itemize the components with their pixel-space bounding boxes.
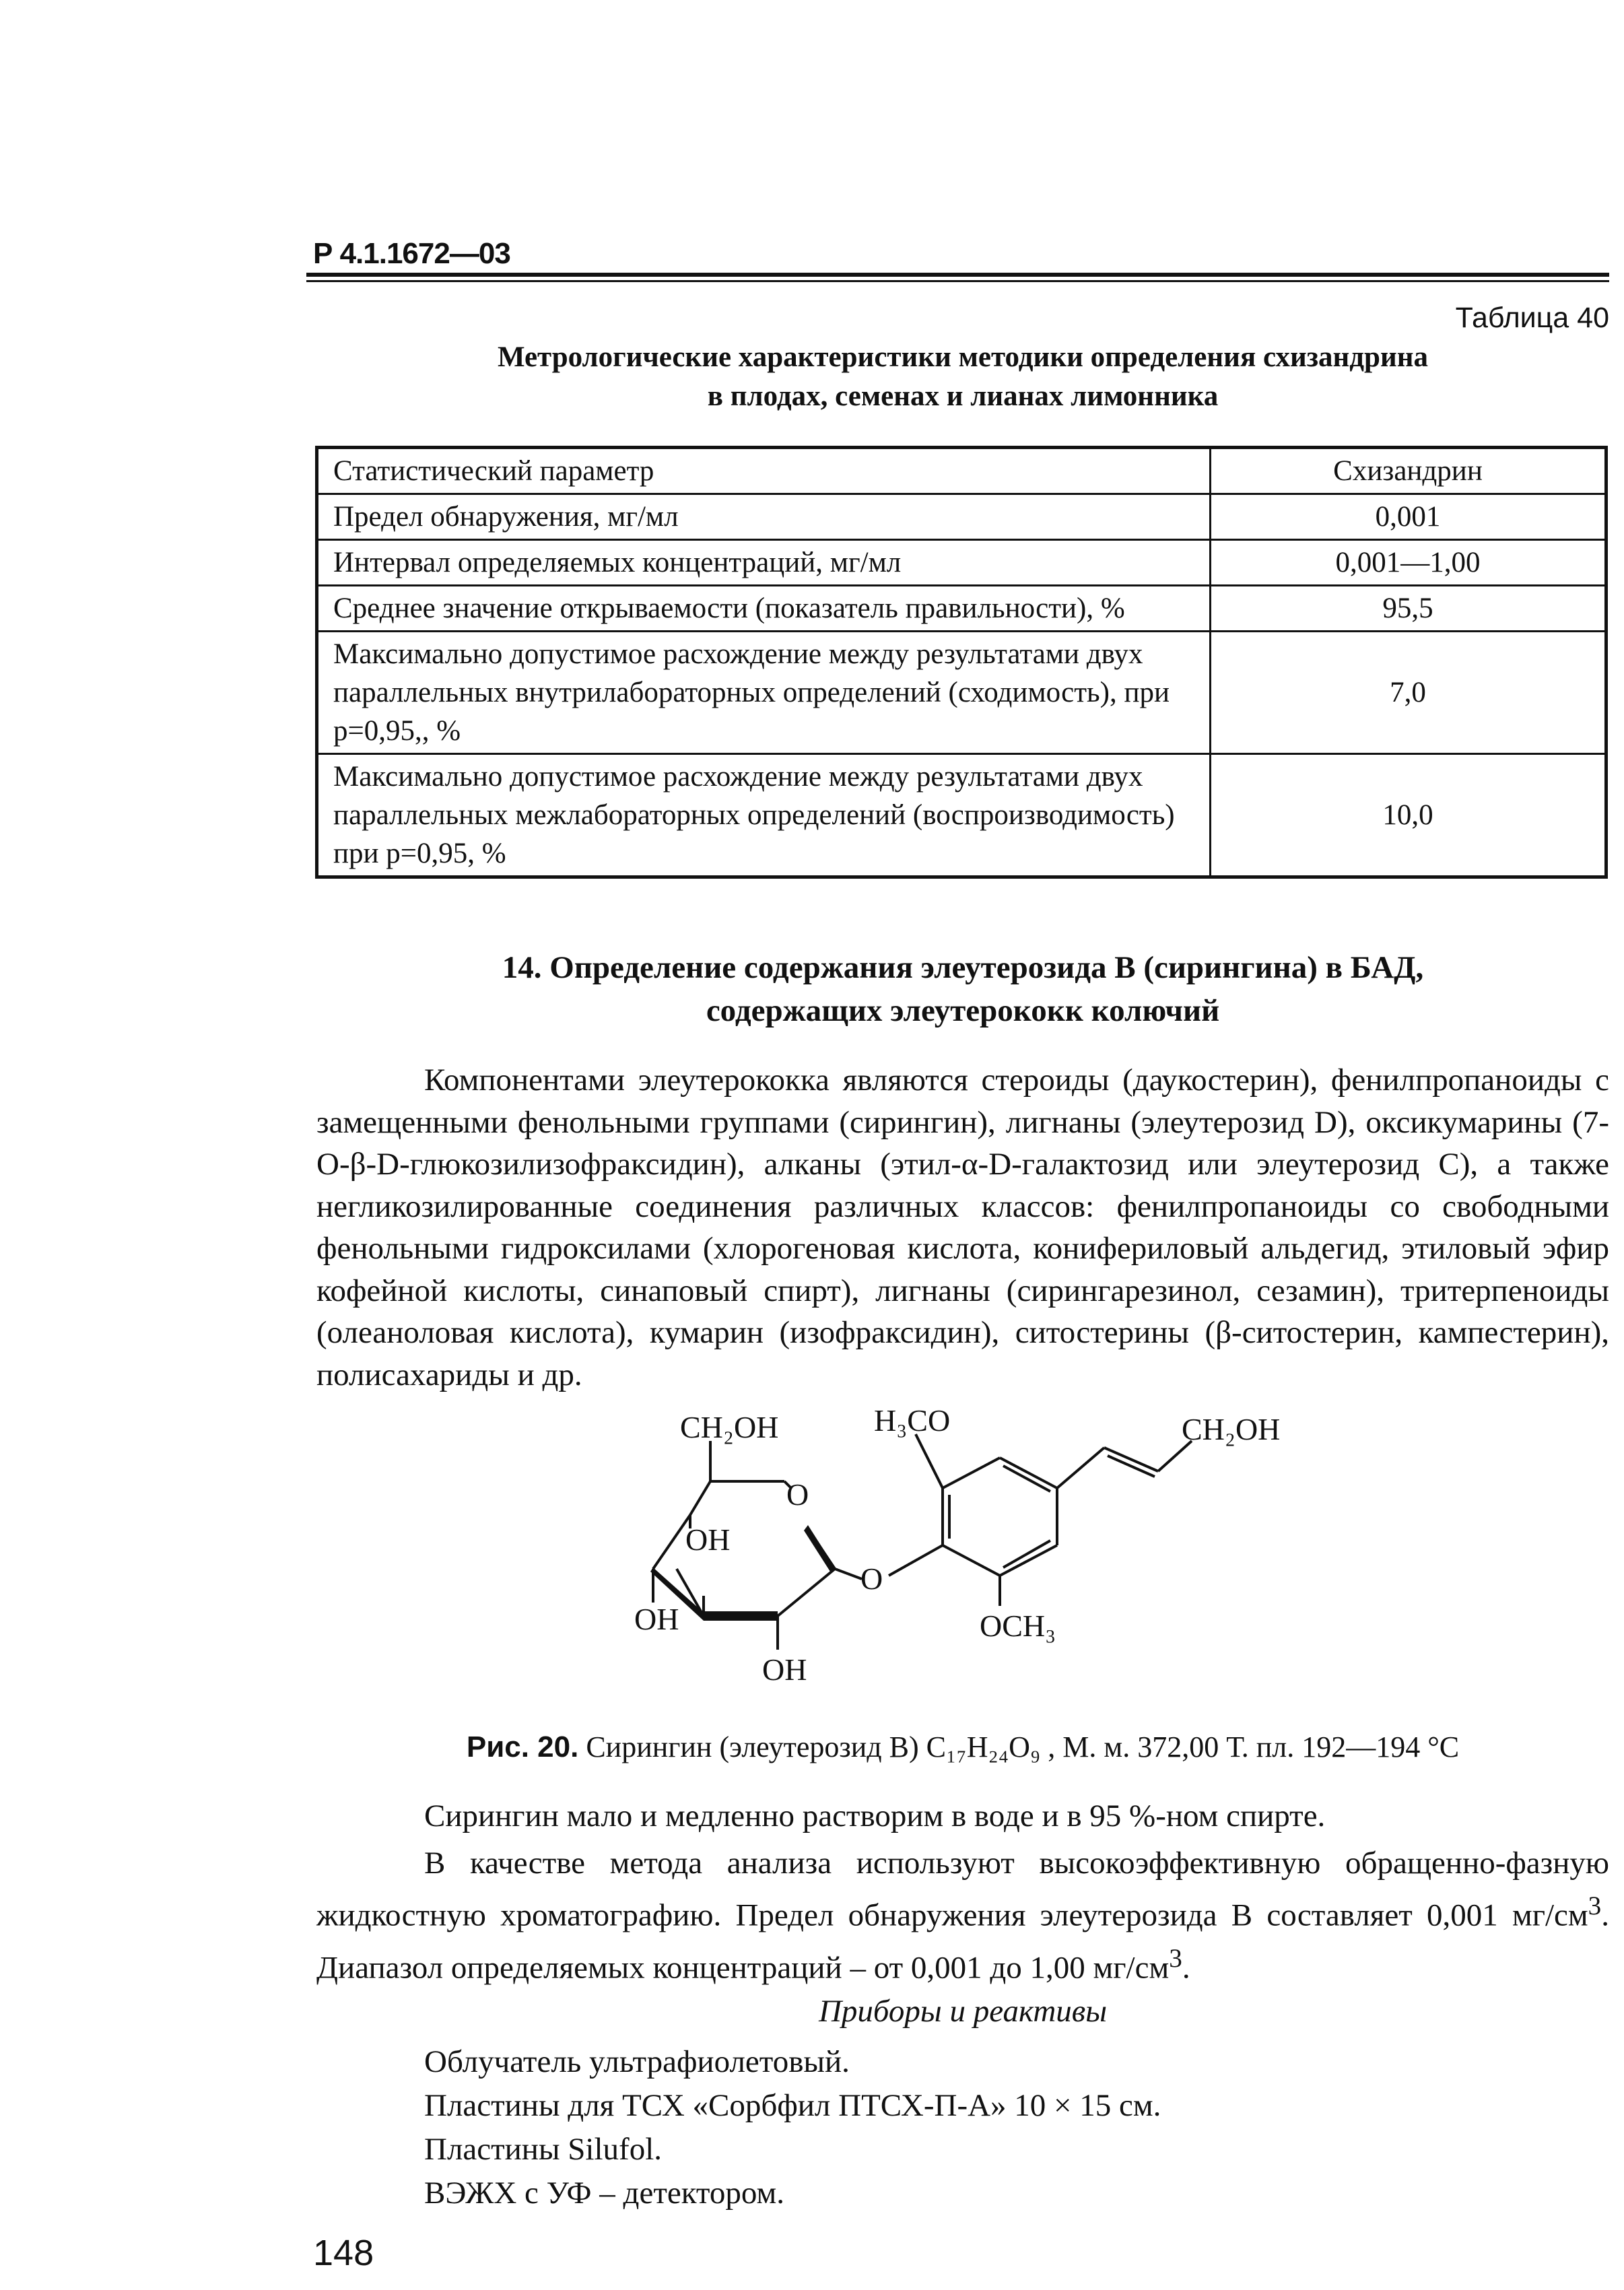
table-cell-value: 10,0: [1211, 754, 1606, 877]
solubility-paragraph: Сирингин мало и медленно растворим в воде и в 95 %-ном спирте.: [424, 1798, 1326, 1833]
table-row: [317, 754, 1606, 877]
instrument-item: Пластины для ТСХ «Сорбфил ПТСХ-П-А» 10 × 15 см.: [424, 2088, 1161, 2123]
table-label: Таблица 40: [1455, 302, 1609, 334]
table-cell-param: Предел обнаружения, мг/мл: [317, 494, 1211, 540]
instruments-heading: Приборы и реактивы: [818, 1994, 1108, 2029]
table-cell-param: Максимально допустимое расхождение между результатами двух параллельных внутрилабораторных определений (сходимость), при р=0,95,, %: [317, 632, 1211, 754]
superscript-3: 3: [1169, 1943, 1182, 1973]
table-row: [317, 586, 1606, 632]
method-paragraph: [316, 1842, 1609, 1989]
label-h3co: H₃CO: [874, 1403, 951, 1438]
table-title-line: Метрологические характеристики методики определения схизандрина: [497, 341, 1429, 373]
section-heading-line: 14. Определение содержания элеутерозида В (сирингина) в БАД,: [502, 950, 1424, 985]
table-title-line: в плодах, семенах и лианах лимонника: [707, 380, 1219, 412]
page-number: 148: [313, 2233, 374, 2273]
method-text: . Диапазол определяемых концентраций – от 0,001 до 1,00 мг/см: [316, 1897, 1609, 1986]
section-heading-line: содержащих элеутерококк колючий: [706, 993, 1220, 1028]
label-ch2oh-right: CH₂OH: [1182, 1412, 1281, 1446]
figure-caption-text: Сирингин (элеутерозид В) C₁₇H₂₄O₉ , М. м. 372,00 Т. пл. 192—194 °С: [586, 1730, 1460, 1763]
method-text: .: [1182, 1950, 1190, 1986]
label-oh-upper: OH: [685, 1522, 731, 1557]
table-cell-param: Интервал определяемых концентраций, мг/мл: [317, 540, 1211, 586]
superscript-3: 3: [1588, 1891, 1602, 1920]
document-code: Р 4.1.1672—03: [313, 237, 510, 270]
table-header-row: [317, 448, 1606, 494]
syringin-structure-diagram: [606, 1394, 1360, 1717]
intro-paragraph: Компонентами элеутерококка являются стероиды (даукостерин), фенилпропаноиды с замещенными фенольными группами (сирингин), лигнаны (элеутерозид D), оксикумарины (7-О-β-D-глюкозилизофраксидин), алканы (этил-α-D-галактозид или элеутерозид С), а также негликозилированные соединения различных классов: фенилпропаноиды со свободными фенольными гидроксилами (хлорогеновая кислота, кониферилoвый альдегид, этиловый эфир кофейной кислоты, синаповый спирт), лигнаны (сирингарезинол, сезамин), тритерпеноиды (олеаноловая кислота), кумарин (изофраксидин), ситостерины (β-ситостерин, кампестерин), полисахариды и др.: [316, 1063, 1609, 1392]
method-text: В качестве метода анализа используют высокоэффективную обращенно-фазную жидкостную хроматографию. Предел обнаружения элеутерозида В составляет 0,001 мг/см: [316, 1846, 1609, 1933]
figure-label: Рис. 20.: [466, 1730, 579, 1763]
figure-caption: [316, 1727, 1609, 1767]
table-row: [317, 494, 1606, 540]
table-row: [317, 632, 1606, 754]
table-cell-value: 0,001: [1211, 494, 1606, 540]
instrument-item: ВЭЖХ с УФ – детектором.: [424, 2176, 784, 2211]
column-header-parameter: Статистический параметр: [317, 448, 1211, 494]
instrument-item: Пластины Silufol.: [424, 2132, 663, 2167]
table-cell-param: Среднее значение открываемости (показатель правильности), %: [317, 586, 1211, 632]
label-oh-left: OH: [634, 1602, 679, 1636]
label-oh-bottom: OH: [762, 1652, 807, 1687]
table-cell-value: 7,0: [1211, 632, 1606, 754]
table-cell-value: 0,001—1,00: [1211, 540, 1606, 586]
table-row: [317, 540, 1606, 586]
label-och3: OCH₃: [980, 1609, 1056, 1643]
section-heading: [316, 946, 1609, 1032]
table-title: [316, 338, 1609, 416]
label-ring-oxygen: O: [786, 1477, 809, 1512]
label-ch2oh-left: CH₂OH: [680, 1410, 779, 1444]
column-header-schizandrin: Схизандрин: [1211, 448, 1606, 494]
metrology-table: [315, 446, 1608, 879]
wedge-bond: [704, 1611, 778, 1621]
instrument-item: Облучатель ультрафиолетовый.: [424, 2044, 850, 2079]
header-rule: [306, 273, 1609, 277]
header-rule-thin: [306, 280, 1609, 282]
table-cell-value: 95,5: [1211, 586, 1606, 632]
table-cell-param: Максимально допустимое расхождение между результатами двух параллельных межлабораторных определений (воспроизводимость) при р=0,95, %: [317, 754, 1211, 877]
label-glycosidic-oxygen: O: [860, 1561, 883, 1596]
wedge-bond: [804, 1525, 835, 1572]
